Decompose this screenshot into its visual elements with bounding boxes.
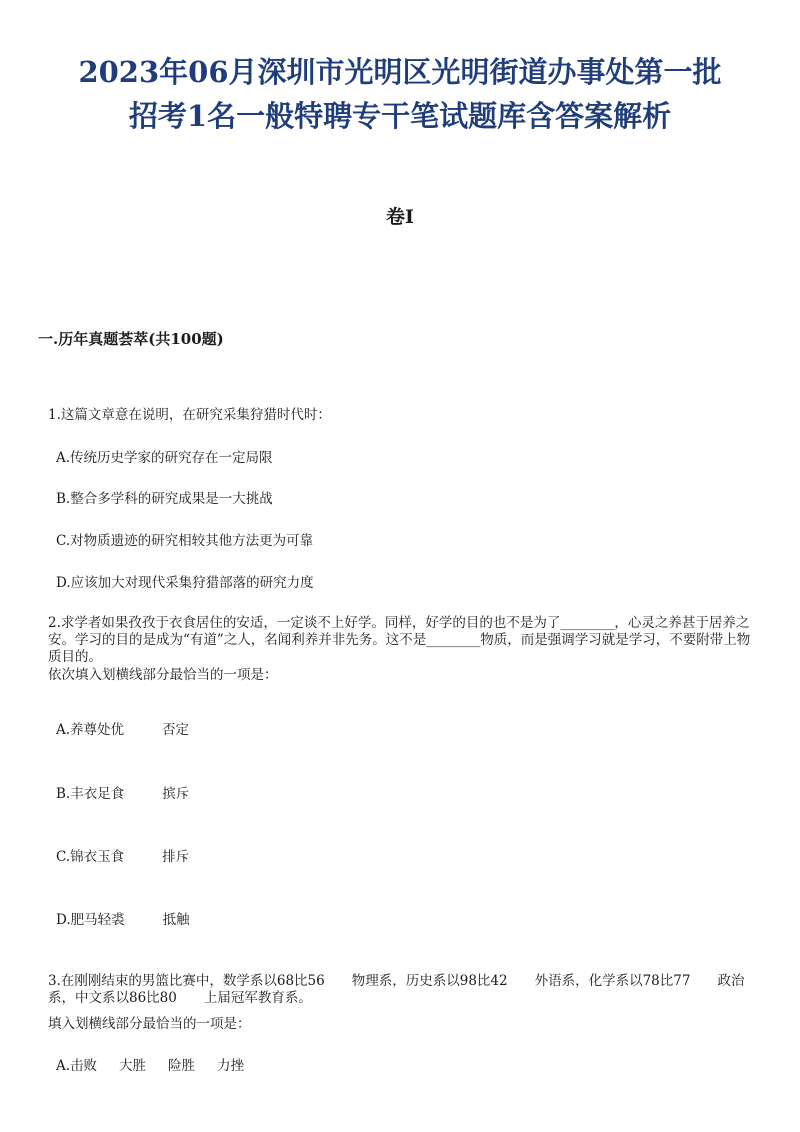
question-3-instruction: 填入划横线部分最恰当的一项是： [48,1016,251,1032]
option-word: C.锦衣玉食 [56,849,125,865]
question-2-option-b [56,785,189,803]
option-word: 抵触 [162,912,190,928]
question-2-option-c [56,848,189,866]
option-word: A.养尊处优 [56,722,125,738]
question-1-option-d: D.应该加大对现代采集狩猎部落的研究力度 [56,575,314,591]
option-word: A.击败 [56,1058,98,1074]
document-title-line2: 招考1名一般特聘专干笔试题库含答案解析 [128,99,672,133]
option-word: 险胜 [168,1058,196,1074]
option-word: 大胜 [119,1058,147,1074]
question-3-stem: 3.在刚刚结束的男篮比赛中，数学系以68比56 物理系，历史系以98比42 外语系，化学系以78比77 政治系，中文系以86比80 上届冠军教育系。 [48,973,745,1006]
option-word: 摈斥 [162,786,190,802]
question-1-option-b: B.整合多学科的研究成果是一大挑战 [56,491,273,507]
question-1-option-c: C.对物质遗迹的研究相较其他方法更为可靠 [56,533,314,549]
question-2-option-d [56,911,190,929]
option-word: B.丰衣足食 [56,786,125,802]
question-2-option-a [56,721,189,739]
option-word: 否定 [162,722,190,738]
option-word: 力挫 [217,1058,245,1074]
question-1-option-a: A.传统历史学家的研究存在一定局限 [56,450,273,466]
option-word: D.肥马轻裘 [56,912,125,928]
question-1-stem: 1.这篇文章意在说明，在研究采集狩猎时代时： [48,407,331,423]
option-word: 排斥 [162,849,190,865]
section-heading: 一.历年真题荟萃(共100题) [38,330,224,348]
question-2-instruction: 依次填入划横线部分最恰当的一项是： [48,667,278,683]
question-2-stem: 2.求学者如果孜孜于衣食居住的安适，一定谈不上好学。同样，好学的目的也不是为了________，心灵之养甚于居养之安。学习的目的是成为“有道”之人，名闻利养并非先务。这不是________物质，而是强调学习就是学习，不要附带上物质目的。 [48,615,751,665]
volume-heading: 卷I [386,206,414,228]
question-3-option-a [56,1057,244,1075]
document-title-line1: 2023年06月深圳市光明区光明街道办事处第一批 [78,55,722,89]
